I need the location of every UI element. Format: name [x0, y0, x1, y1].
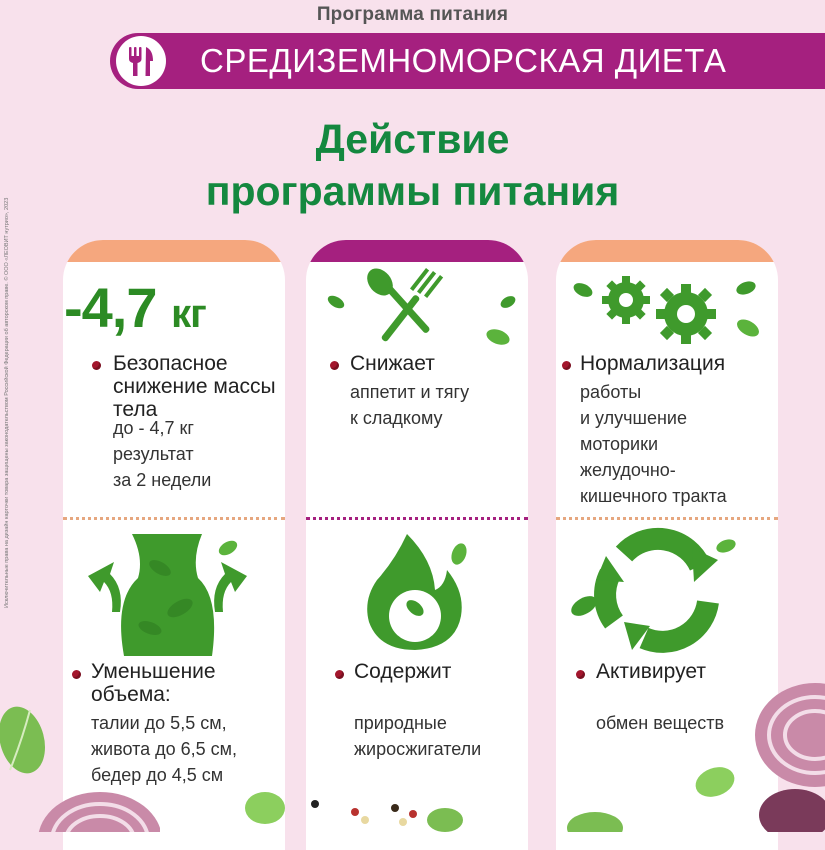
page-heading: Действие программы питания [205, 116, 620, 214]
divider [306, 517, 528, 520]
waist-figure-icon [80, 528, 255, 658]
bullet-icon [576, 670, 585, 679]
bullet-icon [92, 361, 101, 370]
appetite-title: Снижает [350, 352, 435, 375]
activates-line-1: обмен веществ [596, 713, 725, 733]
recycle-arrows-icon [566, 526, 746, 656]
onion-icon [725, 680, 825, 790]
gears-icon [568, 270, 768, 350]
copyright-notice: Исключительные права на дизайн карточки товара защищены законодательством Российской Федерации об авторском праве. © ООО «ЛЕОВИТ нутрио», 2023 [4, 197, 10, 608]
bullet-icon [330, 361, 339, 370]
divider [63, 517, 285, 520]
bullet-icon [562, 361, 571, 370]
fork-spoon-icon [318, 262, 518, 352]
weight-loss-title: Безопасное снижение массы тела [113, 352, 276, 421]
digestion-line-2: и улучшение [580, 408, 687, 428]
appetite-line-1: аппетит и тягу [350, 382, 470, 402]
basil-leaf-icon [745, 775, 825, 832]
divider [556, 517, 778, 520]
fork-knife-icon [116, 36, 166, 86]
weight-loss-line-2: результат [113, 444, 194, 464]
weight-number-icon: -4,7 кг [64, 276, 206, 339]
volume-line-1: талии до 5,5 см, [91, 713, 227, 733]
digestion-line-1: работы [580, 382, 642, 402]
banner-title: СРЕДИЗЕМНОМОРСКАЯ ДИЕТА [200, 42, 727, 79]
activates-title: Активирует [596, 660, 706, 683]
flame-icon [355, 530, 480, 655]
spinach-leaf-icon [240, 780, 290, 832]
spinach-leaf-icon [560, 800, 630, 832]
contains-title: Содержит [354, 660, 452, 683]
contains-line-2: жиросжигатели [354, 739, 482, 759]
onion-icon [30, 770, 160, 832]
digestion-line-3: моторики [580, 434, 659, 454]
weight-loss-line-3: за 2 недели [113, 470, 212, 490]
contains-line-1: природные [354, 713, 447, 733]
volume-line-3: бедер до 4,5 см [91, 765, 224, 785]
peppercorns-icon [305, 790, 465, 832]
volume-title: Уменьшение объема: [91, 660, 216, 706]
bullet-icon [335, 670, 344, 679]
digestion-title: Нормализация [580, 352, 726, 375]
bullet-icon [72, 670, 81, 679]
digestion-line-5: кишечного тракта [580, 486, 727, 506]
digestion-line-4: желудочно- [580, 460, 676, 480]
appetite-line-2: к сладкому [350, 408, 443, 428]
diet-banner [110, 33, 825, 89]
program-subtitle: Программа питания [316, 4, 509, 25]
volume-line-2: живота до 6,5 см, [91, 739, 238, 759]
weight-loss-line-1: до - 4,7 кг [113, 418, 194, 438]
